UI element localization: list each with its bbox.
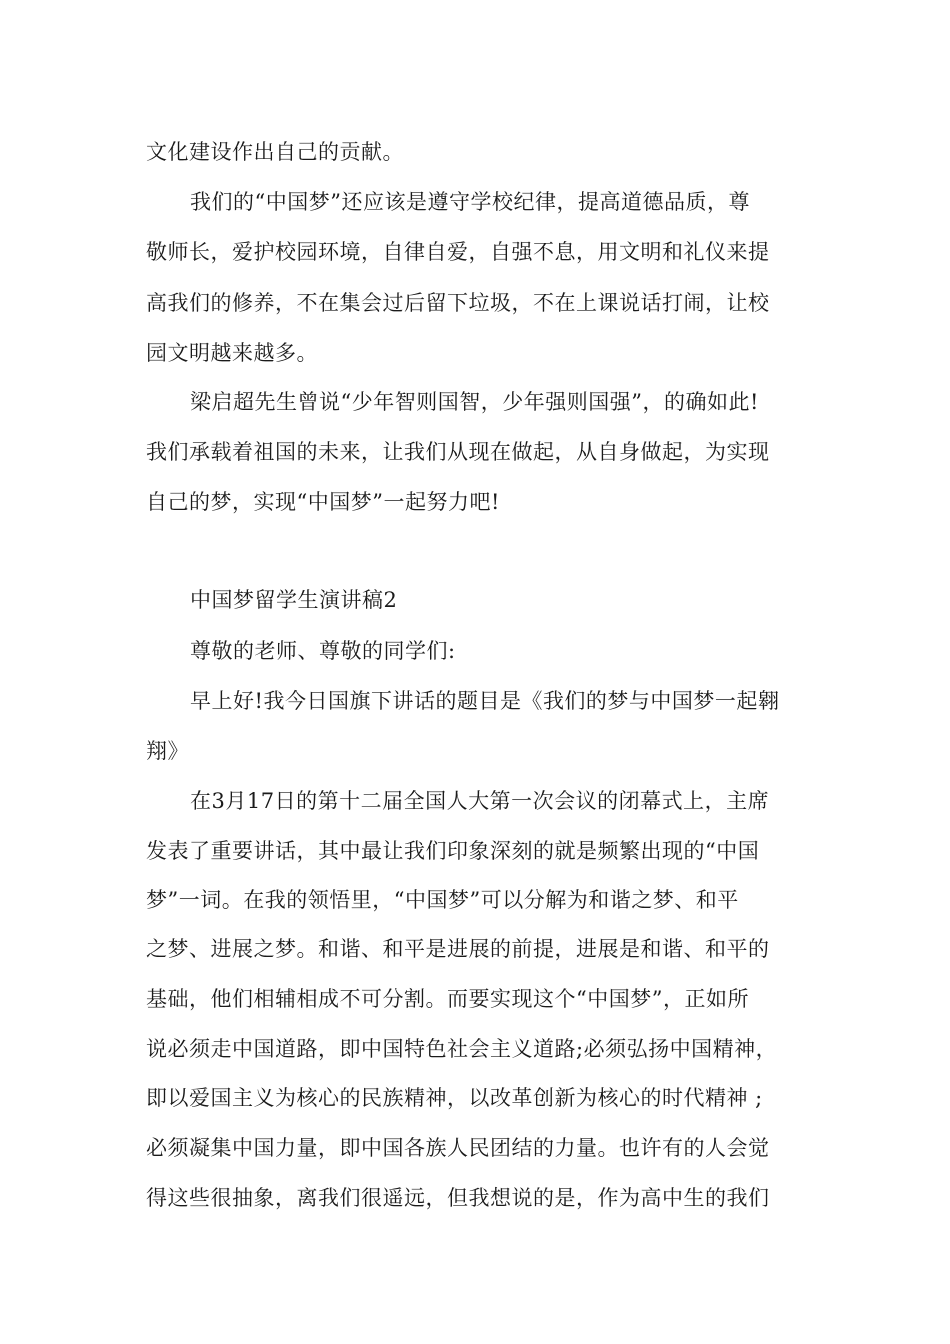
paragraph-start: 梁启超先生曾说“少年智则国智，少年强则国强”，的确如此!: [190, 390, 759, 414]
text-line: 梦”一词。在我的领悟里，“中国梦”可以分解为和谐之梦、和平: [146, 888, 739, 912]
text-line: 发表了重要讲话，其中最让我们印象深刻的就是频繁出现的“中国: [146, 839, 760, 863]
text-line: 我们承载着祖国的未来，让我们从现在做起，从自身做起，为实现: [146, 440, 770, 464]
text-line: 之梦、进展之梦。和谐、和平是进展的前提，进展是和谐、和平的: [146, 937, 770, 961]
paragraph-start: 早上好!我今日国旗下讲话的题目是《我们的梦与中国梦一起翱: [190, 689, 780, 713]
text-line: 得这些很抽象，离我们很遥远，但我想说的是，作为高中生的我们: [146, 1186, 770, 1210]
text-line: 即以爱国主义为核心的民族精神，以改革创新为核心的时代精神 ;: [146, 1086, 763, 1110]
text-line: 翔》: [146, 739, 189, 763]
text-line: 高我们的修养，不在集会过后留下垃圾，不在上课说话打闹，让校: [146, 291, 770, 315]
paragraph-start: 在3月17日的第十二届全国人大第一次会议的闭幕式上，主席: [190, 789, 770, 813]
text-line: 敬师长，爱护校园环境，自律自爱，自强不息，用文明和礼仪来提: [146, 240, 770, 264]
text-line: 必须凝集中国力量，即中国各族人民团结的力量。也许有的人会觉: [146, 1136, 770, 1160]
text-line: 自己的梦，实现“中国梦”一起努力吧!: [146, 490, 500, 514]
text-line: 基础，他们相辅相成不可分割。而要实现这个“中国梦”，正如所: [146, 987, 749, 1011]
text-line: 说必须走中国道路，即中国特色社会主义道路;必须弘扬中国精神，: [146, 1037, 778, 1061]
salutation: 尊敬的老师、尊敬的同学们:: [190, 639, 456, 663]
section-heading: 中国梦留学生演讲稿2: [190, 588, 398, 612]
text-line: 园文明越来越多。: [146, 341, 318, 365]
paragraph-start: 我们的“中国梦”还应该是遵守学校纪律，提高道德品质，尊: [190, 190, 750, 214]
text-line: 文化建设作出自己的贡献。: [146, 140, 404, 164]
